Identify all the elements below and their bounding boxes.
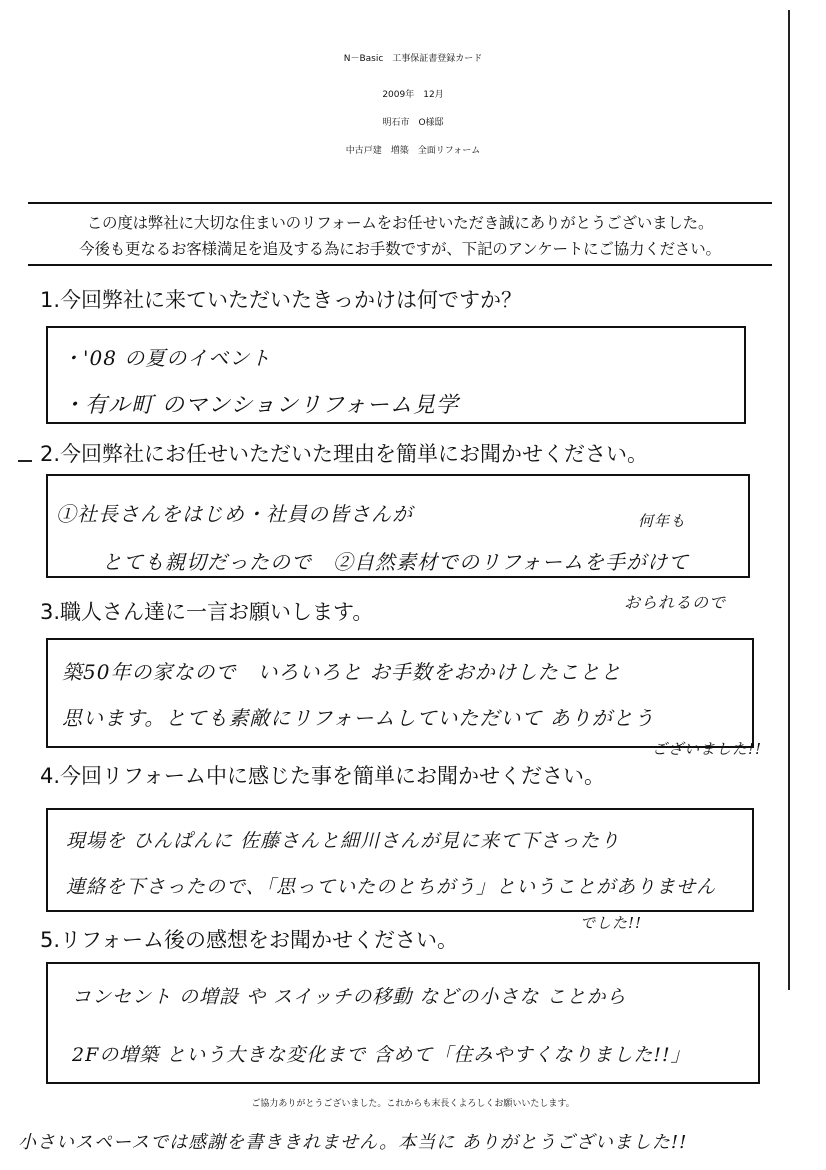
answer-4-note-overflow: でした!! — [580, 914, 643, 932]
answer-5-line-1: コンセント の増設 や スイッチの移動 などの小さな ことから — [72, 986, 627, 1008]
question-3-answer-box — [46, 638, 754, 748]
footer-thanks: ご協力ありがとうございました。これからも末長くよろしくお願いいたします。 — [251, 1099, 575, 1109]
card-project: 中古戸建 増築 全面リフォーム — [345, 146, 481, 156]
answer-2-note-overflow: おられるので — [624, 593, 727, 612]
answer-4-line-2: 連絡を下さったので、「思っていたのとちがう」ということがありません — [66, 876, 717, 898]
question-2-answer-box — [46, 474, 750, 578]
answer-1-line-2: ・有ル町 のマンションリフォーム見学 — [62, 393, 459, 418]
question-5-label: 5.リフォーム後の感想をお聞かせください。 — [40, 928, 458, 952]
stray-mark — [18, 460, 32, 462]
intro-line-2: 今後も更なるお客様満足を追及する為にお手数ですが、下記のアンケートにご協力ください。 — [79, 240, 721, 258]
card-title: N－Basic 工事保証書登録カード — [343, 54, 483, 64]
intro-line-1: この度は弊社に大切な住まいのリフォームをお任せいただき誠にありがとうございました。 — [86, 214, 714, 232]
answer-3-line-2: 思います。とても素敵にリフォームしていただいて ありがとう — [62, 706, 655, 730]
question-4-answer-box — [46, 808, 754, 912]
question-4-label: 4.今回リフォーム中に感じた事を簡単にお聞かせください。 — [40, 764, 605, 788]
question-1-label: 1.今回弊社に来ていただいたきっかけは何ですか？ — [40, 288, 523, 312]
answer-4-line-1: 現場を ひんぱんに 佐藤さんと細川さんが見に来て下さったり — [66, 830, 621, 852]
question-1-answer-box — [46, 326, 746, 424]
answer-3-line-1: 築50年の家なので いろいろと お手数をおかけしたことと — [62, 660, 622, 684]
card-client: 明石市 O様邸 — [382, 118, 444, 128]
answer-2-note-insert: 何年も — [638, 512, 687, 530]
question-5-answer-box — [46, 962, 760, 1084]
answer-2-line-2: とても親切だったので ②自然素材でのリフォームを手がけて — [102, 550, 689, 574]
answer-3-note-overflow: ございました!! — [652, 740, 763, 758]
answer-5-line-2: 2Fの増築 という大きな変化まで 含めて「住みやすくなりました!!」 — [72, 1044, 691, 1066]
footer-handwritten-note: 小さいスペースでは感謝を書ききれません。本当に ありがとうございました!! — [18, 1132, 688, 1153]
answer-1-line-1: ・'08 の夏のイベント — [62, 346, 272, 370]
card-date: 2009年 12月 — [382, 90, 444, 100]
answer-2-line-1: ①社長さんをはじめ・社員の皆さんが — [56, 502, 413, 526]
question-3-label: 3.職人さん達に一言お願いします。 — [40, 600, 374, 624]
question-2-label: 2.今回弊社にお任せいただいた理由を簡単にお聞かせください。 — [40, 442, 649, 466]
intro-message — [28, 202, 772, 266]
